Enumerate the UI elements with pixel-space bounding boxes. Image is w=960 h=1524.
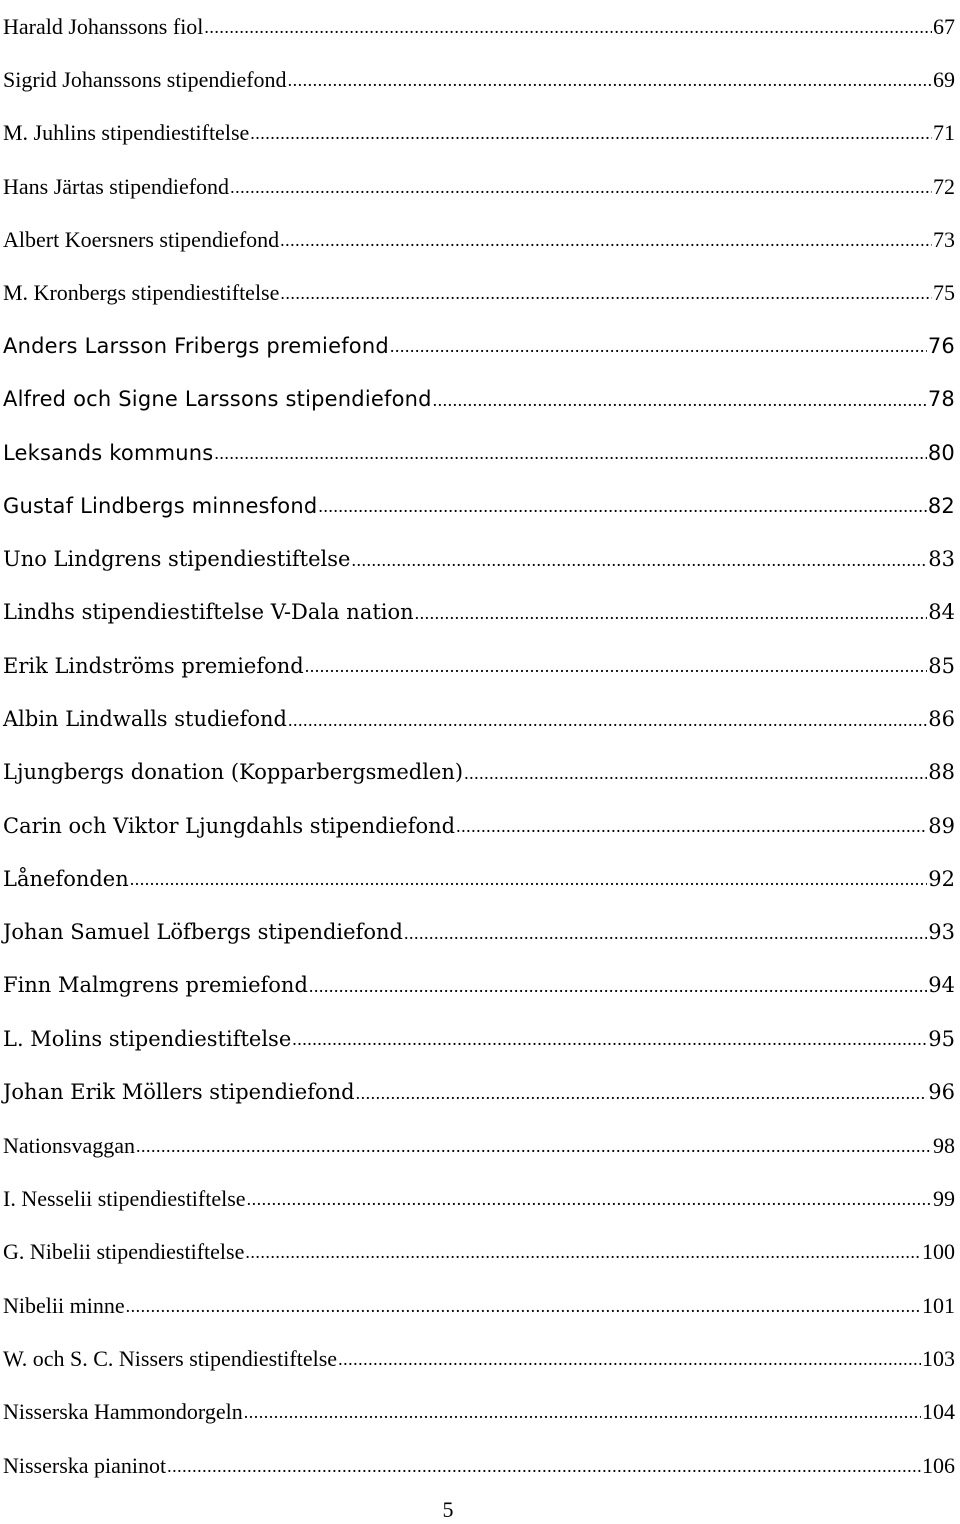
toc-entry bbox=[3, 53, 955, 106]
toc-entry-title: Alfred och Signe Larssons stipendiefond bbox=[3, 387, 432, 412]
toc-leader-dots bbox=[415, 604, 928, 622]
toc-entry-page: 95 bbox=[928, 1026, 955, 1051]
toc-leader-dots bbox=[288, 71, 932, 89]
toc-entry-title: Johan Erik Möllers stipendiefond bbox=[3, 1080, 355, 1105]
toc-entry bbox=[3, 746, 955, 799]
toc-leader-dots bbox=[280, 231, 932, 249]
toc-entry-title: W. och S. C. Nissers stipendiestiftelse bbox=[3, 1346, 338, 1372]
toc-entry bbox=[3, 533, 955, 586]
toc-entry-title: Johan Samuel Löfbergs stipendiefond bbox=[3, 920, 403, 945]
toc-leader-dots bbox=[338, 1350, 921, 1368]
toc-entry-page: 83 bbox=[928, 547, 955, 572]
toc-leader-dots bbox=[351, 551, 927, 569]
toc-entry-page: 80 bbox=[927, 440, 955, 465]
toc-entry-page: 99 bbox=[933, 1186, 955, 1212]
toc-entry-page: 96 bbox=[928, 1080, 955, 1105]
toc-entry bbox=[3, 586, 955, 639]
toc-entry bbox=[3, 959, 955, 1012]
toc-leader-dots bbox=[136, 1137, 932, 1155]
toc-entry-page: 98 bbox=[933, 1132, 955, 1158]
toc-entry bbox=[3, 1279, 955, 1332]
toc-entry bbox=[3, 1013, 955, 1066]
toc-entry-page: 78 bbox=[927, 387, 955, 412]
toc-entry bbox=[3, 213, 955, 266]
toc-entry-page: 82 bbox=[927, 493, 955, 518]
toc-entry-title: Albert Koersners stipendiefond bbox=[3, 226, 280, 252]
table-of-contents bbox=[3, 0, 955, 1492]
toc-entry bbox=[3, 107, 955, 160]
toc-entry-page: 71 bbox=[933, 120, 955, 146]
toc-entry-title: Harald Johanssons fiol bbox=[3, 13, 204, 39]
toc-entry-title: Anders Larsson Fribergs premiefond bbox=[3, 333, 389, 358]
toc-leader-dots bbox=[130, 870, 928, 888]
toc-leader-dots bbox=[214, 444, 926, 462]
toc-leader-dots bbox=[433, 391, 927, 409]
toc-entry bbox=[3, 799, 955, 852]
toc-entry-page: 89 bbox=[928, 813, 955, 838]
toc-entry-page: 88 bbox=[928, 760, 955, 785]
toc-entry-page: 93 bbox=[928, 920, 955, 945]
toc-leader-dots bbox=[309, 977, 927, 995]
toc-leader-dots bbox=[464, 764, 927, 782]
page-number: 5 bbox=[442, 1497, 454, 1522]
toc-entry bbox=[3, 1439, 955, 1492]
toc-entry-page: 73 bbox=[933, 226, 955, 252]
toc-entry-page: 94 bbox=[928, 973, 955, 998]
toc-entry-title: Sigrid Johanssons stipendiefond bbox=[3, 66, 287, 92]
toc-entry-title: Finn Malmgrens premiefond bbox=[3, 973, 308, 998]
toc-entry-page: 72 bbox=[933, 173, 955, 199]
toc-entry-title: I. Nesselii stipendiestiftelse bbox=[3, 1186, 246, 1212]
toc-entry bbox=[3, 266, 955, 319]
toc-entry bbox=[3, 640, 955, 693]
toc-entry-title: L. Molins stipendiestiftelse bbox=[3, 1026, 292, 1051]
toc-entry-title: M. Kronbergs stipendiestiftelse bbox=[3, 280, 280, 306]
toc-entry-title: Nisserska Hammondorgeln bbox=[3, 1399, 243, 1425]
toc-entry-page: 104 bbox=[922, 1399, 955, 1425]
toc-entry-page: 101 bbox=[922, 1292, 955, 1318]
toc-entry-page: 69 bbox=[933, 66, 955, 92]
toc-entry-page: 85 bbox=[928, 653, 955, 678]
toc-entry bbox=[3, 1119, 955, 1172]
toc-leader-dots bbox=[126, 1297, 921, 1315]
toc-leader-dots bbox=[230, 178, 932, 196]
toc-entry-page: 67 bbox=[933, 13, 955, 39]
toc-entry bbox=[3, 426, 955, 479]
toc-entry-title: Nisserska pianinot bbox=[3, 1452, 167, 1478]
toc-leader-dots bbox=[250, 124, 932, 142]
toc-entry-page: 103 bbox=[922, 1346, 955, 1372]
toc-entry bbox=[3, 0, 955, 53]
toc-entry-page: 84 bbox=[928, 600, 955, 625]
toc-entry bbox=[3, 1173, 955, 1226]
toc-leader-dots bbox=[245, 1243, 921, 1261]
toc-entry bbox=[3, 320, 955, 373]
toc-entry bbox=[3, 1226, 955, 1279]
toc-entry-title: Gustaf Lindbergs minnesfond bbox=[3, 493, 318, 518]
toc-entry-page: 75 bbox=[933, 280, 955, 306]
toc-entry-title: G. Nibelii stipendiestiftelse bbox=[3, 1239, 245, 1265]
toc-entry-title: Leksands kommuns bbox=[3, 440, 214, 465]
toc-entry-title: Hans Järtas stipendiefond bbox=[3, 173, 230, 199]
toc-entry-page: 76 bbox=[927, 333, 955, 358]
toc-leader-dots bbox=[280, 284, 932, 302]
toc-leader-dots bbox=[390, 337, 927, 355]
toc-entry-title: Carin och Viktor Ljungdahls stipendiefond bbox=[3, 813, 456, 838]
toc-leader-dots bbox=[244, 1403, 921, 1421]
toc-entry-page: 92 bbox=[928, 866, 955, 891]
toc-entry-page: 86 bbox=[928, 707, 955, 731]
toc-leader-dots bbox=[356, 1084, 928, 1102]
toc-leader-dots bbox=[288, 711, 927, 729]
toc-entry-title: Uno Lindgrens stipendiestiftelse bbox=[3, 547, 351, 572]
toc-entry bbox=[3, 1332, 955, 1385]
toc-leader-dots bbox=[292, 1030, 927, 1048]
toc-entry-title: Erik Lindströms premiefond bbox=[3, 653, 304, 678]
toc-entry bbox=[3, 1386, 955, 1439]
toc-entry-title: M. Juhlins stipendiestiftelse bbox=[3, 120, 250, 146]
toc-entry-title: Lånefonden bbox=[3, 866, 129, 891]
toc-entry bbox=[3, 480, 955, 533]
toc-entry-title: Albin Lindwalls studiefond bbox=[3, 707, 287, 731]
toc-entry bbox=[3, 373, 955, 426]
toc-entry-title: Ljungbergs donation (Kopparbergsmedlen) bbox=[3, 760, 464, 785]
toc-leader-dots bbox=[204, 18, 932, 36]
toc-entry bbox=[3, 160, 955, 213]
toc-leader-dots bbox=[305, 657, 928, 675]
toc-entry-title: Nationsvaggan bbox=[3, 1132, 135, 1158]
toc-entry-page: 100 bbox=[922, 1239, 955, 1265]
toc-entry bbox=[3, 906, 955, 959]
toc-leader-dots bbox=[318, 497, 926, 515]
toc-entry bbox=[3, 693, 955, 746]
toc-leader-dots bbox=[404, 924, 927, 942]
toc-leader-dots bbox=[456, 817, 927, 835]
toc-leader-dots bbox=[247, 1190, 932, 1208]
toc-leader-dots bbox=[167, 1457, 921, 1475]
toc-entry-title: Lindhs stipendiestiftelse V-Dala nation bbox=[3, 600, 414, 625]
toc-entry bbox=[3, 1066, 955, 1119]
toc-entry bbox=[3, 853, 955, 906]
toc-entry-title: Nibelii minne bbox=[3, 1292, 125, 1318]
toc-entry-page: 106 bbox=[922, 1452, 955, 1478]
